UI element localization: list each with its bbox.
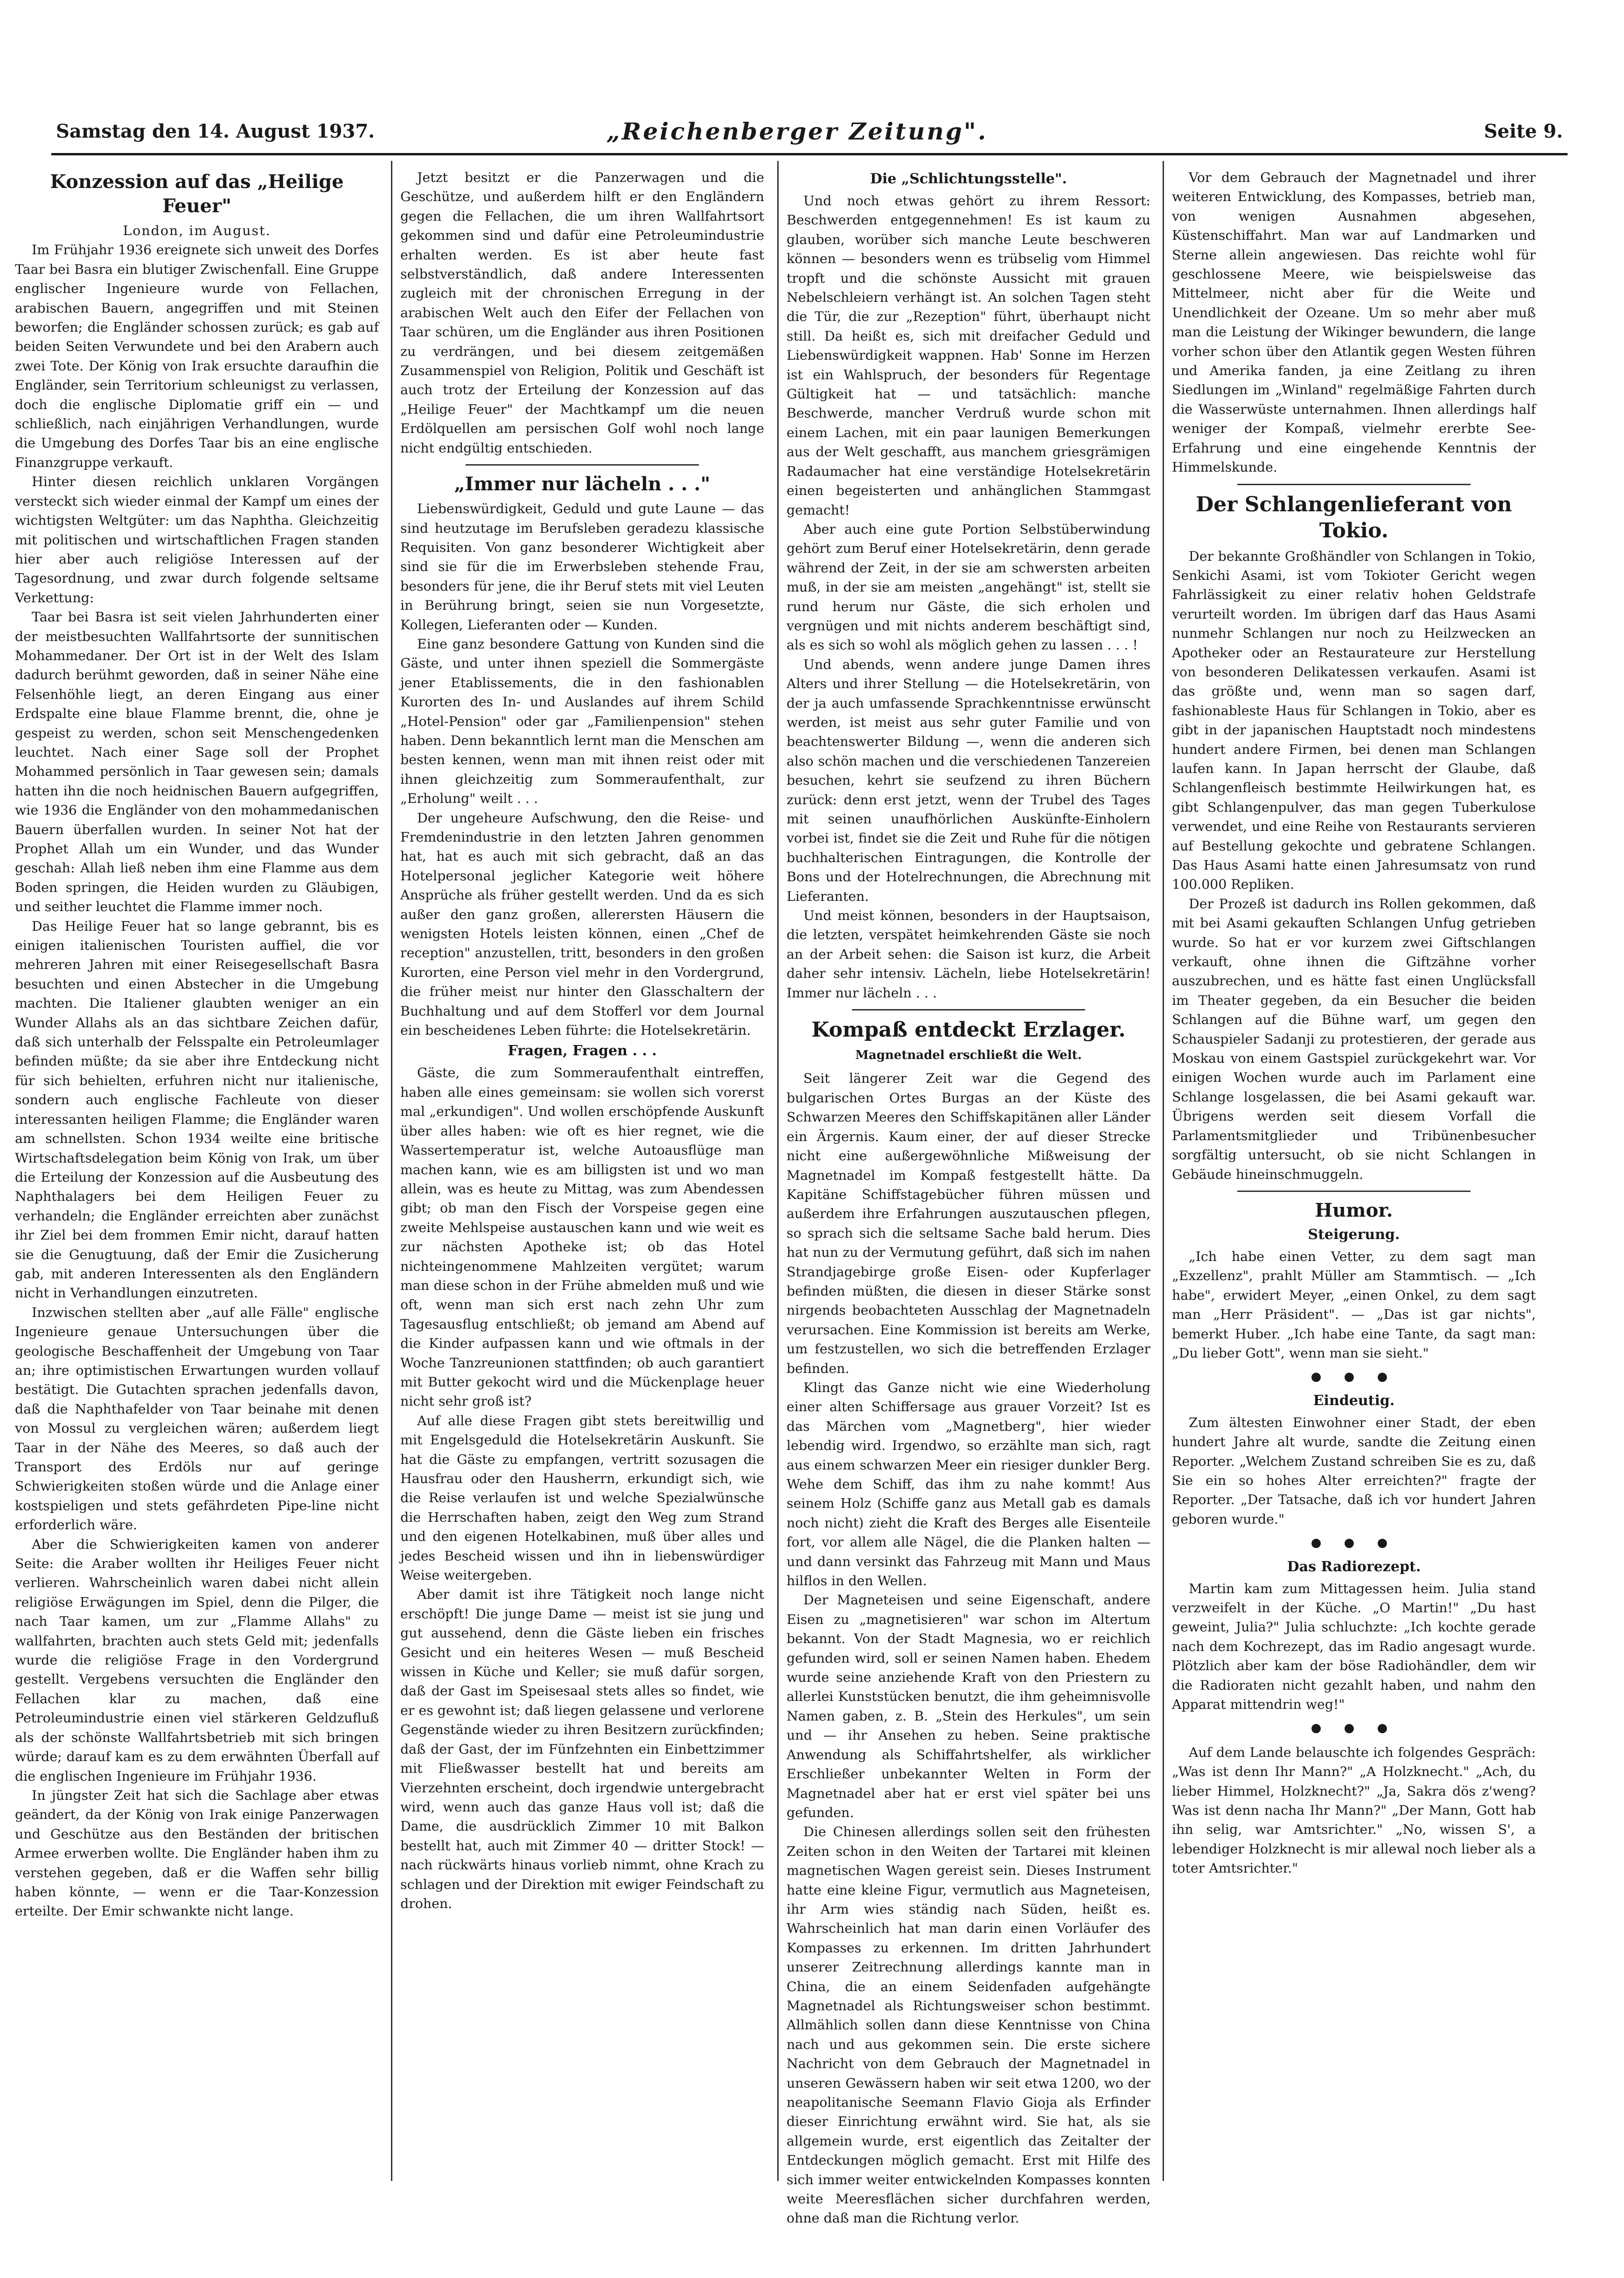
article-title: „Immer nur lächeln . . ." [454, 473, 711, 495]
separator: ● ● ● [1310, 1721, 1397, 1735]
header-rule [51, 153, 1568, 155]
paragraph: Der bekannte Großhändler von Schlangen in Tokio, Senkichi Asami, ist vom Tokioter Gericht wegen Fahrlässigkeit zu einer relativ hohen Geldstrafe verurteilt worden. Im übrigen darf das Haus Asami nunmehr Schlangen nur noch zu Heilzwecken an Apotheker oder an Restaurateure zur Herstellung von besonderen Delikatessen verkaufen. Asami ist das größte und, wenn man so sagen darf, fashionableste Haus für Schlangen in Tokio, aber es gibt in der japanischen Hauptstadt noch mindestens hundert andere Firmen, bei denen man Schlangen laufen kann. In Japan herrscht der Glaube, daß Schlangenfleisch bestimmte Heilwirkungen hat, es gibt Schlangenpulver, das man gegen Tuberkulose verwendet, und eine Reihe von Restaurants servieren auf Bestellung gekochte und gebratene Schlangen. Das Haus Asami hatte einen Jahresumsatz von rund 100.000 Repliken. [1172, 548, 1536, 892]
paragraph: Jetzt besitzt er die Panzerwagen und die Geschütze, und außerdem hilft er den Engländern gegen die Fellachen, die um ihren Wallfahrtsort gekommen sind und dafür eine Petroleumindustrie erhalten werden. Es ist aber heute fast selbstverständlich, daß andere Interessenten zugleich mit der chronischen Erregung in der arabischen Welt auch den Eifer der Fellachen von Taar schüren, um die Engländer aus ihren Positionen zu verdrängen, und bei diesem zeitgemäßen Zusammenspiel von Religion, Politik und Geschäft ist auch trotz der Erteilung der Konzession auf das „Heilige Feuer" der Machtkampf um die neuen Erdölquellen am persischen Golf wohl noch lange nicht endgültig entschieden. [400, 170, 764, 456]
paragraph: In jüngster Zeit hat sich die Sachlage aber etwas geändert, da der König von Irak einige Panzerwagen und Geschütze aus den Beständen der britischen Armee erwerben wollte. Die Engländer haben ihm zu verstehen gegeben, daß er die Waffen sehr billig haben könnte, — wenn er die Taar-Konzession erteilte. Der Emir schwankte nicht lange. [15, 1787, 379, 1919]
column-2 [400, 168, 764, 2179]
page-number: Seite 9. [1484, 120, 1563, 142]
paragraph: Taar bei Basra ist seit vielen Jahrhunderten einer der meistbesuchten Wallfahrtsorte der sunnitischen Mohammedaner. Der Ort ist in der Welt des Islam dadurch berühmt geworden, daß in seiner Nähe eine Felsenhöhle liegt, an deren Eingang aus einer Erdspalte eine blaue Flamme brennt, die, ohne je gespeist zu werden, schon seit Menschengedenken leuchtet. Nach einer Sage soll der Prophet Mohammed persönlich in Taar gewesen sein; damals hatten ihn die noch heidnischen Bauern aufgegriffen, wie 1936 die Engländer von den mohammedanischen Bauern überfallen wurden. In seiner Not hat der Prophet Allah um ein Wunder, und das Wunder geschah: Allah ließ neben ihm eine Flamme aus dem Boden springen, die Heiden wurden zu Gläubigen, und seither leuchtet die Flamme immer noch. [15, 609, 379, 915]
paragraph: Auf alle diese Fragen gibt stets bereitwillig und mit Engelsgeduld die Hotelsekretärin Auskunft. Sie hat die Gäste zu empfangen, vertritt sozusagen die Hausfrau oder den Hausherrn, erkundigt sich, wie die Reise verlaufen ist und welche Spezialwünsche die Herrschaften haben, zeigt den Weg zum Strand und den eigenen Hotelkabinen, muß über alles und jedes Bescheid wissen und ihn in liebenswürdiger Weise weitergeben. [400, 1413, 764, 1583]
article-title: Konzession auf das „Heilige Feuer" [50, 171, 344, 217]
paragraph: Seit längerer Zeit war die Gegend des bulgarischen Ortes Burgas an der Küste des Schwarzen Meeres den Schiffskapitänen aller Länder ein Ärgernis. Kaum einer, der auf dieser Strecke nicht eine außergewöhnliche Mißweisung der Magnetnadel im Kompaß festgestellt hätte. Da Kapitäne Schiffstagebücher führen müssen und außerdem ihre Erfahrungen auszutauschen pflegen, so sprach sich die seltsame Sache bald herum. Dies hat nun zu der Vermutung geführt, daß sich im nahen Strandjagebirge große Eisen- oder Kupferlager befinden müßten, die diesen in dieser Stärke sonst nirgends beobachteten Ausschlag der Magnetnadeln verursachen. Eine Kommission ist bereits am Werke, um festzustellen, wo sich die betreffenden Erzlager befinden. [787, 1071, 1150, 1376]
column-rule [777, 161, 779, 2181]
section-subtitle: Fragen, Fragen . . . [508, 1043, 657, 1059]
paragraph: Der Magneteisen und seine Eigenschaft, andere Eisen zu „magnetisieren" war schon im Altertum bekannt. Von der Stadt Magnesia, wo er reichlich gefunden wird, soll er seinen Namen haben. Ehedem wurde seine anziehende Kraft von den Priestern zu allerlei Kunststücken benutzt, die ihm geheimnisvolle Namen gaben, z. B. „Stein des Herkules", um sein und — ihr Ansehen zu heben. Seine praktische Anwendung als Schiffahrtshelfer, als wirklicher Erschließer unbekannter Welten in Form der Magnetnadel aber hat er erst viel später bei uns gefunden. [787, 1592, 1150, 1820]
article-title: Kompaß entdeckt Erzlager. [811, 1018, 1126, 1042]
paragraph: Eine ganz besondere Gattung von Kunden sind die Gäste, und unter ihnen speziell die Sommergäste jener Etablissements, die in den fashionablen Kurorten des In- und Auslandes auf ihrem Schild „Hotel-Pension" oder gar „Familienpension" stehen haben. Denn bekanntlich lernt man die Menschen am besten kennen, wenn man mit ihnen reist oder mit ihnen gleichzeitig zum Sommeraufenthalt, zur „Erholung" weilt . . . [400, 636, 764, 807]
paragraph: Liebenswürdigkeit, Geduld und gute Laune — das sind heutzutage im Berufsleben geradezu klassische Requisiten. Von ganz besonderer Wichtigkeit aber sind sie für die im Erwerbsleben stehende Frau, besonders für jene, die ihr Beruf stets mit viel Leuten in Berührung bringt, seien sie nun Vorgesetzte, Kollegen, Lieferanten oder — Kunden. [400, 501, 764, 633]
joke-title: Eindeutig. [1313, 1392, 1395, 1409]
joke-text: Martin kam zum Mittagessen heim. Julia stand verzweifelt in der Küche. „O Martin!" „Du hast geweint, Julia?" Julia schluchzte: „Ich kochte gerade nach dem Kochrezept, das im Radio angesagt wurde. Plötzlich aber kam der böse Radiohändler, dem wir die Radioraten nicht gezahlt haben, und nahm den Apparat mittendrin weg!" [1172, 1581, 1536, 1713]
paragraph: Der ungeheure Aufschwung, den die Reise- und Fremdenindustrie in den letzten Jahren genommen hat, hat es auch mit sich gebracht, daß an das Hotelpersonal jeglicher Kategorie weit höhere Ansprüche als früher gestellt werden. Und da es sich außer den ganz großen, allerersten Häusern die wenigsten Hotels leisten können, einen „Chef de reception" anzustellen, tritt, besonders in den großen Kurorten, eine Person viel mehr in den Vordergrund, die früher meist nur hinter den Glasschaltern der Buchhaltung und auf dem Stofferl vor dem Journal ein bescheidenes Leben führte: die Hotelsekretärin. [400, 810, 764, 1038]
paragraph: Der Prozeß ist dadurch ins Rollen gekommen, daß mit bei Asami gekauften Schlangen Unfug getrieben wurde. So hat er vor kurzem zwei Giftschlangen verkauft, ohne ihnen die Giftzähne vorher auszubrechen, und es hätte fast einen Unglücksfall im Theater gegeben, da ein Besucher die beiden Schlangen auf die Bühne warf, um gegen den Schauspieler Sadanji zu protestieren, der gerade aus Moskau von einem Gastspiel zurückgekehrt war. Vor einigen Wochen wurde auch im Parlament eine Schlange losgelassen, die bei Asami gekauft war. Übrigens werden seit diesem Vorfall die Parlamentsmitglieder und Tribünenbesucher sorgfältig untersucht, ob sie nicht Schlangen in Gebäude hineinschmuggeln. [1172, 896, 1536, 1182]
paragraph: Inzwischen stellten aber „auf alle Fälle" englische Ingenieure genaue Untersuchungen über die geologische Beschaffenheit der Umgebung von Taar an; ihre optimistischen Erwartungen wurden vollauf bestätigt. Die Gutachten sprachen jedenfalls davon, daß die Naphthafelder von Taar beinahe mit denen von Mossul zu vergleichen wären; außerdem liegt Taar in der Nähe des Meeres, so daß auch der Transport des Erdöls nur auf geringe Schwierigkeiten stoßen würde und die Anlage einer kostspieligen und stets gefährdeten Pipe-line nicht erforderlich wäre. [15, 1304, 379, 1533]
paragraph: Und noch etwas gehört zu ihrem Ressort: Beschwerden entgegennehmen! Es ist kaum zu glauben, worüber sich manche Leute beschweren können — besonders wenn es trübselig vom Himmel tropft und die schönste Aussicht mit grauen Nebelschleiern verhängt ist. An solchen Tagen steht die Tür, die zur „Rezeption" führt, überhaupt nicht still. Da heißt es, sich mit dreifacher Geduld und Liebenswürdigkeit wappnen. Hab' Sonne im Herzen ist ein Wahlspruch, der besonders für Regentage Gültigkeit hat — und tatsächlich: manche Beschwerde, mancher Verdruß wurde schon mit einem Lachen, mit ein paar launigen Bemerkungen aus der Welt geschafft, aus manchem griesgrämigen Radaumacher hat eine verständige Hotelsekretärin einen begeisterten und anhänglichen Stammgast gemacht! [787, 193, 1150, 518]
article-title: Der Schlangenlieferant von Tokio. [1196, 492, 1512, 543]
article-dateline: London, im August. [123, 223, 271, 238]
article-divider [852, 1009, 1085, 1010]
paragraph: Das Heilige Feuer hat so lange gebrannt, bis es einigen italienischen Touristen auffiel, die vor mehreren Jahren mit einer Reisegesellschaft Basra besuchten und einen Abstecher in die Umgebung machten. Die Italiener glaubten weniger an ein Wunder Allahs als an das sichtbare Zeichen dafür, daß sich unterhalb der Felsspalte ein Petroleumlager befinden müßte; da sie aber ihre Entdeckung nicht für sich behielten, erfuhren nicht nur italienische, sondern auch englische Fachleute von dieser interessanten heiligen Flamme; die Engländer waren am schnellsten. Schon 1934 weilte eine britische Wirtschaftsdelegation beim König von Irak, um über die Erteilung der Konzession auf die Ausbeutung des Naphthalagers bei dem Heiligen Feuer zu verhandeln; die Engländer erreichten aber zunächst ihr Ziel bei dem frommen Emir nicht, darauf hatten sie die Genugtuung, daß der Emir die Zusicherung gab, mit anderen Interessenten als den Engländern nicht in Verhandlungen einzutreten. [15, 918, 379, 1301]
issue-date: Samstag den 14. August 1937. [56, 120, 375, 142]
paragraph: Aber die Schwierigkeiten kamen von anderer Seite: die Araber wollten ihr Heiliges Feuer nicht verlieren. Wahrscheinlich waren dabei nicht allein religiöse Erwägungen im Spiel, denn die Pilger, die nach Taar kamen, um zur „Flamme Allahs" zu wallfahrten, brachten auch stets Geld mit; jedenfalls wurde die religiöse Frage in den Vordergrund gestellt. Vergebens versuchten die Engländer den Fellachen klar zu machen, daß eine Petroleumindustrie einen viel stärkeren Geldzufluß als der schönste Wallfahrtsbetrieb mit sich bringen würde; darauf kam es zu dem erwähnten Überfall auf die englischen Ingenieure im Frühjahr 1936. [15, 1536, 379, 1784]
paragraph: Im Frühjahr 1936 ereignete sich unweit des Dorfes Taar bei Basra ein blutiger Zwischenfall. Eine Gruppe englischer Ingenieure wurde von Fellachen, arabischen Bauern, angegriffen und mit Steinen beworfen; die Engländer schossen zurück; es gab auf beiden Seiten Verwundete und bei den Arabern auch zwei Tote. Der König von Irak ersuchte daraufhin die Engländer, sein Territorium schleunigst zu verlassen, doch die englische Diplomatie griff ein — und schließlich, nach einjährigen Verhandlungen, wurde die Umgebung des Dorfes Taar bis an eine englische Finanzgruppe verkauft. [15, 242, 379, 470]
column-rule [1163, 161, 1164, 2181]
masthead [56, 120, 1563, 154]
paragraph: Aber auch eine gute Portion Selbstüberwindung gehört zum Beruf einer Hotelsekretärin, denn gerade während der Zeit, in der sie am schwersten arbeiten muß, in der sie am meisten „angehängt" ist, stellt sie rund herum nur Gäste, die sich erholen und vergnügen und mit nichts anderem beschäftigt sind, als es sich so wohl als möglich gehen zu lassen . . . ! [787, 521, 1150, 653]
joke-title: Das Radiorezept. [1287, 1558, 1421, 1575]
paragraph: Und abends, wenn andere junge Damen ihres Alters und ihrer Stellung — die Hotelsekretärin, von der ja auch umfassende Sprachkenntnisse erwünscht werden, ist meist aus sehr guter Familie und von beachtenswerter Bildung —, wenn die anderen sich also schön machen und die verschiedenen Tanzereien besuchen, kehrt sie seufzend zu ihren Büchern zurück: denn erst jetzt, wenn der Trubel des Tages mit seinen unaufhörlichen Auskünfte-Einholern vorbei ist, findet sie die Zeit und Ruhe für die nötigen buchhalterischen Eintragungen, die Kontrolle der Bons und der Hotelrechnungen, die Abrechnung mit Lieferanten. [787, 656, 1150, 904]
column-rule [391, 161, 392, 2181]
paragraph: Vor dem Gebrauch der Magnetnadel und ihrer weiteren Entwicklung, des Kompasses, betrieb man, von wenigen Ausnahmen abgesehen, Küstenschiffahrt. Man war auf Landmarken und Sterne allein angewiesen. Das reichte wohl für geschlossene Meere, wie beispielsweise das Mittelmeer, nicht aber für die Weite und Unendlichkeit der Ozeane. Um so mehr aber muß man die Leistung der Wikinger bewundern, die lange vorher schon über den Atlantik gegen Westen führen und Amerika fanden, ja eine Zeitlang zu ihren Siedlungen im „Winland" regelmäßige Fahrten durch die Wasserwüste unternahmen. Ihnen allerdings half weniger der Kompaß, vielmehr ererbte See-Erfahrung und eine eingehende Kenntnis der Himmelskunde. [1172, 170, 1536, 475]
joke-title: Steigerung. [1308, 1226, 1400, 1243]
column-1 [15, 168, 379, 2179]
article-divider [1237, 1191, 1471, 1192]
joke-text: Auf dem Lande belauschte ich folgendes Gespräch: „Was ist denn Ihr Mann?" „A Holzknecht." „Ach, du lieber Himmel, Holzknecht?" „Ja, Sakra dös z'weng? Was ist denn nacha Ihr Mann?" „Der Mann, Gott hab ihn selig, war Amtsrichter." „No, wissen S', a lebendiger Holzknecht is mir allewal noch lieber als a toter Amtsrichter." [1172, 1744, 1536, 1876]
section-subtitle: Die „Schlichtungsstelle". [870, 171, 1067, 187]
column-3 [787, 168, 1150, 2226]
article-subtitle: Magnetnadel erschließt die Welt. [855, 1048, 1082, 1063]
column-4 [1172, 168, 1536, 2179]
separator: ● ● ● [1310, 1370, 1397, 1384]
article-divider [1237, 484, 1471, 485]
article-divider [466, 464, 699, 466]
humor-title: Humor. [1315, 1199, 1393, 1221]
separator: ● ● ● [1310, 1536, 1397, 1550]
newspaper-name: „Reichenberger Zeitung". [606, 118, 988, 145]
joke-text: Zum ältesten Einwohner einer Stadt, der eben hundert Jahre alt wurde, sandte die Zeitung einen Reporter. „Welchem Zustand schreiben Sie es zu, daß Sie ein so hohes Alter erreichten?" fragte der Reporter. „Der Tatsache, daß ich vor hundert Jahren geboren wurde." [1172, 1414, 1536, 1527]
paragraph: Klingt das Ganze nicht wie eine Wiederholung einer alten Schiffersage aus grauer Vorzeit? Ist es das Märchen vom „Magnetberg", hier wieder lebendig wird. Irgendwo, so erzählte man sich, ragt aus einem schwarzen Meer ein riesiger dunkler Berg. Wehe dem Schiff, das ihm zu nahe kommt! Aus seinem Holz (Schiffe ganz aus Metall gab es damals noch nicht) zieht die Kraft des Berges alle Eisenteile fort, vor allem alle Nägel, die die Planken halten — und dann versinkt das Fahrzeug mit Mann und Maus hilflos in den Wellen. [787, 1379, 1150, 1589]
paragraph: Und meist können, besonders in der Hauptsaison, die letzten, verspätet heimkehrenden Gäste sie noch an der Arbeit sehen: die Saison ist kurz, die Arbeit daher sehr intensiv. Lächeln, liebe Hotelsekretärin! Immer nur lächeln . . . [787, 908, 1150, 1001]
paragraph: Hinter diesen reichlich unklaren Vorgängen versteckt sich wieder einmal der Kampf um eines der wichtigsten Weltgüter: um das Naphtha. Gleichzeitig mit politischen und wirtschaftlichen Fragen standen hier aber auch religiöse Interessen auf der Tagesordnung, und zwar durch folgende seltsame Verkettung: [15, 474, 379, 606]
paragraph: Aber damit ist ihre Tätigkeit noch lange nicht erschöpft! Die junge Dame — meist ist sie jung und gut aussehend, denn die Gäste lieben ein frisches Gesicht und ein heiteres Wesen — muß Bescheid wissen in Küche und Keller; sie muß dafür sorgen, daß der Gast im Speisesaal stets alles so findet, wie er es gewohnt ist; daß liegen gelassene und verlorene Gegenstände wieder zu ihren Besitzern zurückfinden; daß der Gast, der im Fünfzehnten ein Einbettzimmer mit Fließwasser bestellt hat und bereits am Vierzehnten erscheint, doch irgendwie untergebracht wird, wenn auch das ganze Haus voll ist; daß die Dame, die ausdrücklich Zimmer 10 mit Balkon bestellt hat, auch mit Zimmer 40 — dritter Stock! — nach rückwärts hinaus vorlieb nimmt, ohne Krach zu schlagen und der Direktion mit ewiger Feindschaft zu drohen. [400, 1587, 764, 1911]
paragraph: Gäste, die zum Sommeraufenthalt eintreffen, haben alle eines gemeinsam: sie wollen sich vorerst mal „erkundigen". Und wollen erschöpfende Auskunft über alles haben: wie oft es hier regnet, wie die Wassertemperatur ist, welche Autoausflüge man machen kann, wie es am billigsten ist und wo man allein, was es heute zu Mittag, was zum Abendessen gibt; ob man den Fisch der Vorspeise gegen eine zweite Mehlspeise austauschen kann und wie weit es zur nächsten Apotheke ist; ob das Hotel nichteingenommene Mahlzeiten vergütet; warum man diese schon in der Frühe abmelden muß und wie oft, wenn man sich erst nach zehn Uhr zum Tagesausflug entschließt; ob jemand am Abend auf die Kinder aufpassen kann und wie oftmals in der Woche Tanzreunionen stattfinden; ob auch garantiert mit Butter gekocht wird und die Mückenplage heuer nicht sehr groß ist? [400, 1065, 764, 1409]
paragraph: Die Chinesen allerdings sollen seit den frühesten Zeiten schon in den Weiten der Tartarei mit kleinen magnetischen Wagen gereist sein. Dieses Instrument hatte eine kleine Figur, vermutlich aus Magneteisen, ihr Arm wies ständig nach Süden, heißt es. Wahrscheinlich hat man darin einen Vorläufer des Kompasses zu erkennen. Im dritten Jahrhundert unserer Zeitrechnung allerdings kannte man in China, die an einem Seidenfaden aufgehängte Magnetnadel als Richtungsweiser schon bestimmt. Allmählich sollen dann diese Kenntnisse von China nach und aus gekommen sein. Die erste sichere Nachricht von dem Gebrauch der Magnetnadel in unseren Gewässern haben wir seit etwa 1200, wo der neapolitanische Seemann Flavio Gioja als Erfinder dieser Einrichtung erwähnt wird. Sie hat, als sie allgemein wurde, erst eigentlich das Zeitalter der Entdeckungen möglich gemacht. Erst mit Hilfe des sich immer weiter entwickelnden Kompasses konnten weite Meeresflächen sicher durchfahren werden, ohne daß man die Richtung verlor. [787, 1824, 1150, 2226]
joke-text: „Ich habe einen Vetter, zu dem sagt man „Exzellenz", prahlt Müller am Stammtisch. — „Ich habe", erwidert Meyer, „einen Onkel, zu dem sagt man „Herr Präsident". — „Das ist gar nichts", bemerkt Huber. „Ich habe eine Tante, da sagt man: „Du lieber Gott", wenn man sie sieht." [1172, 1248, 1536, 1361]
